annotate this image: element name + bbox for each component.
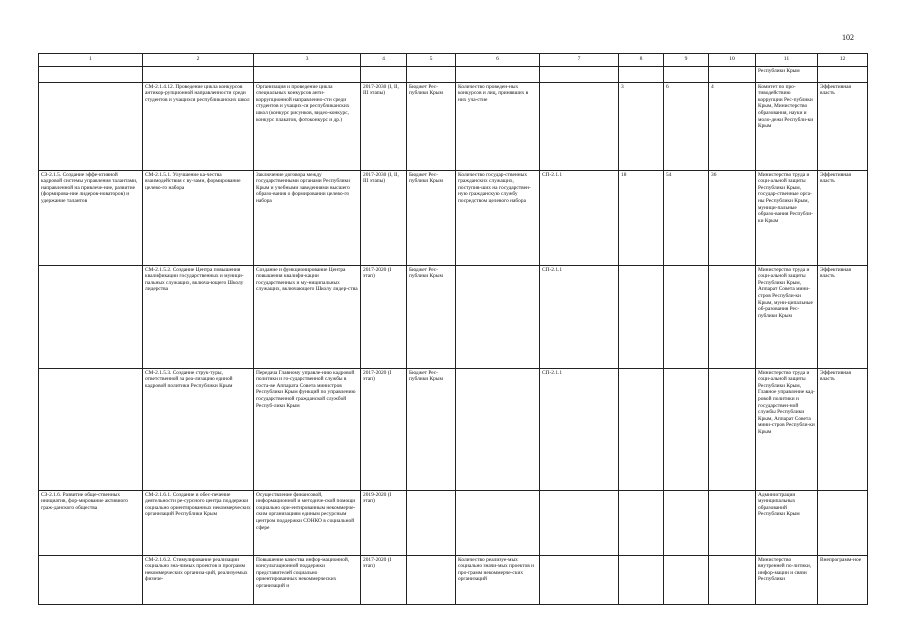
table-row <box>39 265 868 368</box>
table-cell: СМ-2.1.6.2. Стимулирование реализации социально зна-чимых проектов и программ некоммерческих организа-ций, реализуемых физиче- <box>143 555 254 604</box>
table-cell: СМ-2.1.5.1. Улучшение ка-чества взаимодействия с ву-зами, формирование целево-го набора <box>143 170 254 265</box>
table-cell: 2017-2020 (I этап) <box>361 555 407 604</box>
column-header: 4 <box>361 54 407 67</box>
header-row <box>39 54 868 67</box>
table-cell <box>540 82 619 170</box>
table-cell: Бюджет Рес-публики Крым <box>407 82 456 170</box>
table-cell: 2017-2020 (I этап) <box>361 265 407 368</box>
table-cell <box>619 368 664 490</box>
table-row <box>39 82 868 170</box>
table-cell: Создание и функционирование Центра повышения квалифи-кации государственных и му-ниципальных служащих, включающего Школу лидер-ства <box>254 265 361 368</box>
table-cell: СЗ-2.1.5. Создание эффе-ктивной кадровой системы управления талантами, направленной на привлече-ние, развитие (формирова-ние лидеров-новаторов) и удержание талантов <box>39 170 143 265</box>
column-header: 2 <box>143 54 254 67</box>
table-cell: СМ-2.1.5.3. Создание струк-туры, ответственной за реа-лизацию единой кадровой политики Республики Крым <box>143 368 254 490</box>
table-cell <box>619 265 664 368</box>
table-cell: 6 <box>664 82 709 170</box>
table-cell: Министерство внутренней по-литики, инфор-мации и связи Республики <box>756 555 818 604</box>
column-header: 12 <box>818 54 868 67</box>
column-header: 3 <box>254 54 361 67</box>
table-cell <box>664 368 709 490</box>
table-cell: Заключение договора между государственными органами Республики Крым и учебными заведениями высшего образо-вания о формировании целево-го набора <box>254 170 361 265</box>
table-cell <box>456 265 540 368</box>
table-cell <box>664 265 709 368</box>
table-cell: 4 <box>709 82 756 170</box>
column-header: 6 <box>456 54 540 67</box>
table-row <box>39 170 868 265</box>
table-cell <box>818 66 868 82</box>
table-cell <box>456 490 540 555</box>
table-cell: Комитет по про-тиводействию коррупции Рес-публики Крым, Министерство образования, науки и моло-дежи Республи-ки Крым <box>756 82 818 170</box>
table-cell: Эффективная власть <box>818 368 868 490</box>
table-cell: Бюджет Рес-публики Крым <box>407 265 456 368</box>
table-cell: Бюджет Рес-публики Крым <box>407 368 456 490</box>
table-cell <box>407 555 456 604</box>
table-cell <box>39 66 143 82</box>
column-header: 8 <box>619 54 664 67</box>
table-cell <box>361 66 407 82</box>
table-cell: 18 <box>619 170 664 265</box>
table-cell: 2019-2020 (I этап) <box>361 490 407 555</box>
table-cell: 54 <box>664 170 709 265</box>
table-cell: СП-2.1.1 <box>540 368 619 490</box>
program-table <box>38 53 868 605</box>
table-cell: Количество государ-ственных гражданских служащих, поступив-ших на государствен-ную гражданскую службу посредством целевого набора <box>456 170 540 265</box>
table-cell <box>143 66 254 82</box>
table-cell: 2017-2030 (I, II, III этапы) <box>361 82 407 170</box>
table-cell <box>540 555 619 604</box>
table-cell: Организация и проведение цикла специальных конкурсов анти-коррупционной направленно-сти среди студентов и учащих-ся республиканских школ (конкурс рисунков, видео-конкурс, конкурс плакатов, фотоконкурс и др.) <box>254 82 361 170</box>
table-cell: Внепрограмм-ное <box>818 555 868 604</box>
table-cell: Количество проведен-ных конкурсов и лиц, принявших в них уча-стие <box>456 82 540 170</box>
column-header: 11 <box>756 54 818 67</box>
column-header: 7 <box>540 54 619 67</box>
table-cell: СП-2.1.1 <box>540 265 619 368</box>
table-row <box>39 66 868 82</box>
table-cell: СМ-2.1.5.2. Создание Центра повышения квалификации государственных и муници-пальных служащих, включа-ющего Школу лидерства <box>143 265 254 368</box>
table-cell: СП-2.1.1 <box>540 170 619 265</box>
table-cell: Министерство труда и соци-альной защиты Республики Крым, Главное управление кад-ровой политики и государствен-ной службы Республики Крым, Аппарат Совета мини-стров Республи-ки Крым <box>756 368 818 490</box>
table-row <box>39 555 868 604</box>
table-cell: Количество реализуе-мых социально значи-мых проектов и про-грамм некоммерче-ских организаций <box>456 555 540 604</box>
table-cell <box>456 368 540 490</box>
table-cell <box>39 368 143 490</box>
table-cell: 3 <box>619 82 664 170</box>
table-cell <box>619 66 664 82</box>
column-header: 5 <box>407 54 456 67</box>
page-number: 102 <box>842 33 854 42</box>
table-cell: Передача Главному управле-нию кадровой политики и го-сударственной службы в соста-ве Аппарата Совета министров Республики Крым функций по управлению государственной гражданской службой Респуб-лики Крым <box>254 368 361 490</box>
table-cell <box>709 368 756 490</box>
table-cell: Министерство труда и соци-альной защиты Республики Крым, государ-ственные орга-ны Республики Крым, муници-пальные образо-вания Республи-ки Крым <box>756 170 818 265</box>
table-cell: Эффективная власть <box>818 265 868 368</box>
table-cell: Администрации муниципальных образований Республики Крым <box>756 490 818 555</box>
table-cell <box>407 490 456 555</box>
table-cell: Повышение качества инфор-мационной, консультационной поддержки представителей социально ориентированных некоммерческих организаций и <box>254 555 361 604</box>
column-header: 10 <box>709 54 756 67</box>
table-cell: СЗ-2.1.6. Развитие обще-ственных инициатив, фор-мирование активного граж-данского общества <box>39 490 143 555</box>
table-cell <box>664 490 709 555</box>
table-cell <box>709 555 756 604</box>
table-cell: Республики Крым <box>756 66 818 82</box>
table-cell <box>39 82 143 170</box>
table-cell <box>709 66 756 82</box>
table-cell <box>254 66 361 82</box>
table-cell <box>664 555 709 604</box>
table-cell <box>709 490 756 555</box>
table-row <box>39 490 868 555</box>
table-cell <box>540 490 619 555</box>
table-cell <box>619 555 664 604</box>
table-cell <box>456 66 540 82</box>
table-cell: Бюджет Рес-публики Крым <box>407 170 456 265</box>
table-cell: Министерство труда и соци-альной защиты Республики Крым, Аппарат Совета мини-стров Республи-ки Крым, муни-ципальные об-разования Рес-публики Крым <box>756 265 818 368</box>
column-header: 9 <box>664 54 709 67</box>
table-row <box>39 368 868 490</box>
column-header: 1 <box>39 54 143 67</box>
table-cell: СМ-2.1.6.1. Создание и обес-печение деятельности ре-сурсного центра поддержки социально ориентированных некоммерческих организаций Республики Крым <box>143 490 254 555</box>
table-cell <box>39 555 143 604</box>
table-cell: 2017-2020 (I этап) <box>361 368 407 490</box>
table-cell: 36 <box>709 170 756 265</box>
table-cell <box>709 265 756 368</box>
table-cell: Эффективная власть <box>818 82 868 170</box>
table-cell <box>619 490 664 555</box>
table-cell <box>818 490 868 555</box>
table-cell <box>39 265 143 368</box>
table-cell <box>540 66 619 82</box>
table-cell: СМ-2.1.4.12. Проведение цикла конкурсов антикор-рупционной направленности среди студентов и учащихся республиканских школ <box>143 82 254 170</box>
table-cell: 2017-2030 (I, II, III этапы) <box>361 170 407 265</box>
table-cell: Осуществление финансовой, информационной и методиче-ской помощи социально ори-ентированным некоммерче-ским организациям единым ресурсным центром поддержки СОНКО в социальной сфере <box>254 490 361 555</box>
table-cell: Эффективная власть <box>818 170 868 265</box>
table-cell <box>407 66 456 82</box>
table-cell <box>664 66 709 82</box>
